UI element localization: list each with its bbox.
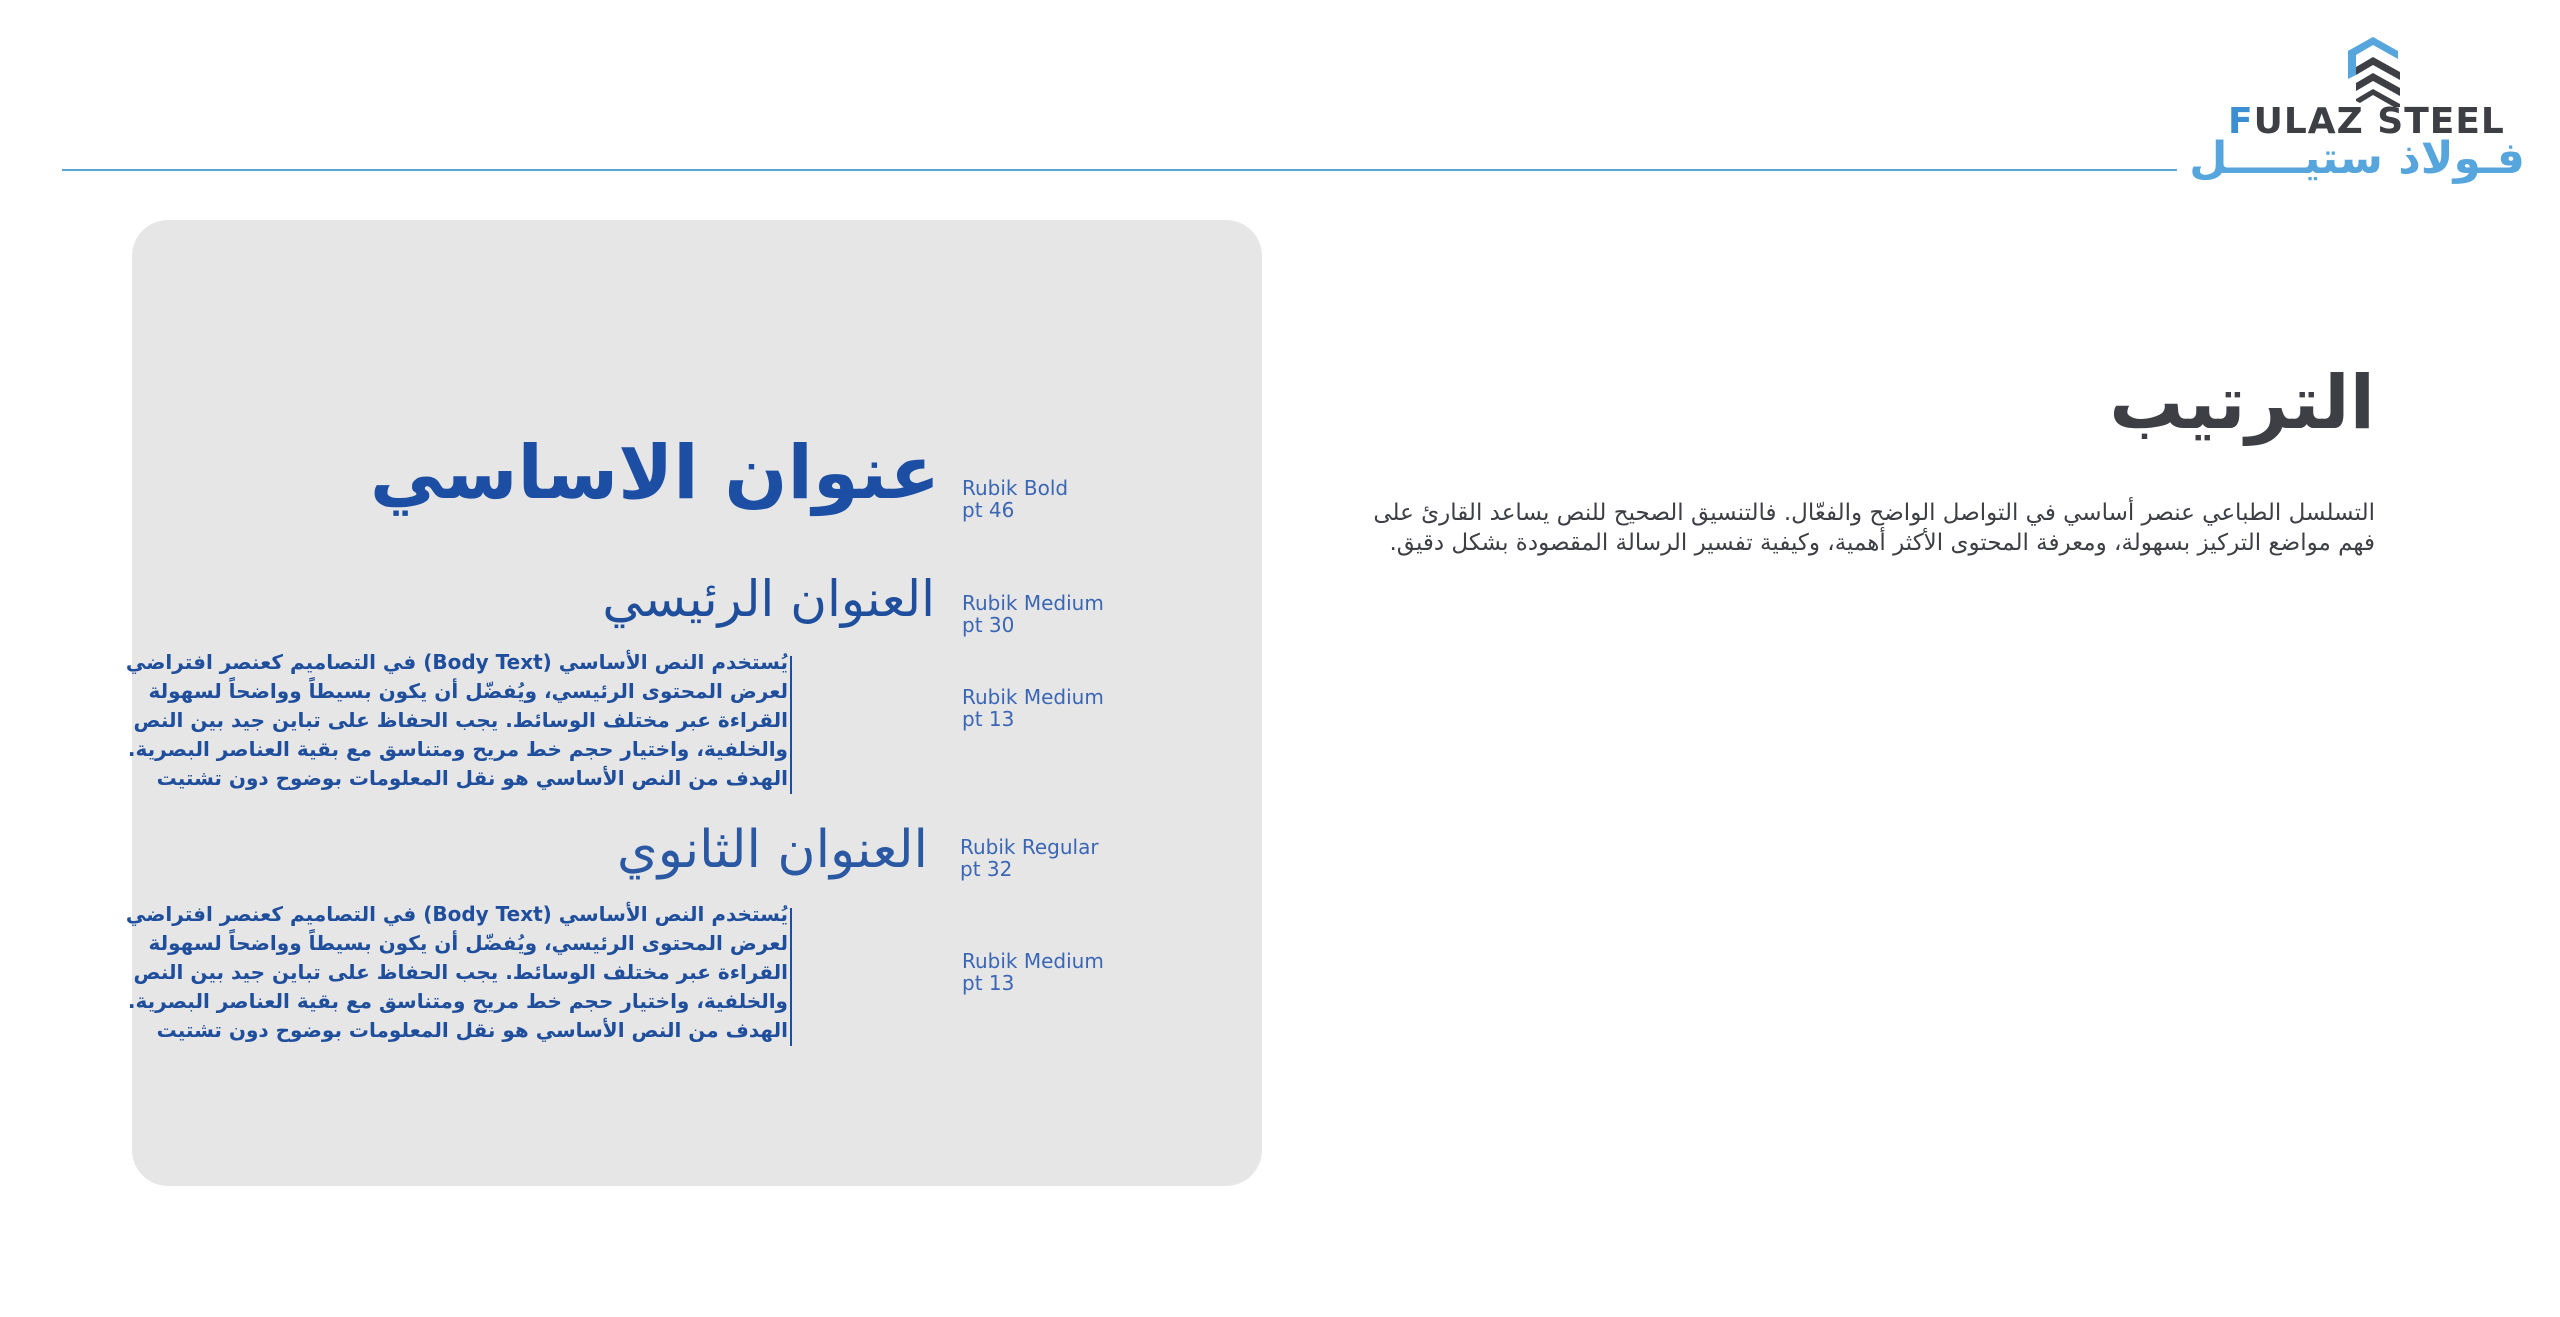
body-line: القراءة عبر مختلف الوسائط. يجب الحفاظ على تباين جيد بين النص <box>133 708 788 732</box>
font-spec-name: Rubik Bold <box>962 476 1069 500</box>
main-heading-sample: العنوان الرئيسي <box>602 570 935 628</box>
body-line: الهدف من النص الأساسي هو نقل المعلومات بوضوح دون تشتيت <box>156 766 788 790</box>
font-spec-secondary-heading <box>960 836 1099 880</box>
section-description: التسلسل الطباعي عنصر أساسي في التواصل الواضح والفعّال. فالتنسيق الصحيح للنص يساعد القارئ على فهم مواضع التركيز بسهولة، ومعرفة المحتوى الأكثر أهمية، وكيفية تفسير الرسالة المقصودة بشكل دقيق. <box>1373 500 2375 556</box>
font-spec-size: pt 13 <box>962 971 1015 995</box>
font-spec-name: Rubik Regular <box>960 835 1099 859</box>
font-spec-body-text <box>962 686 1104 730</box>
body-line: الهدف من النص الأساسي هو نقل المعلومات بوضوح دون تشتيت <box>156 1018 788 1042</box>
header-divider <box>62 169 2177 171</box>
body-text-sample <box>125 648 788 798</box>
typography-hierarchy-card <box>125 220 1262 1186</box>
primary-heading-sample: عنوان الاساسي <box>369 430 940 516</box>
font-spec-name: Rubik Medium <box>962 591 1104 615</box>
body-text-accent-bar <box>790 656 792 794</box>
font-spec-name: Rubik Medium <box>962 949 1104 973</box>
font-spec-size: pt 46 <box>962 498 1015 522</box>
brand-logo <box>2189 35 2540 185</box>
body-line: والخلفية، واختيار حجم خط مريح ومتناسق مع بقية العناصر البصرية. <box>127 989 788 1013</box>
font-spec-size: pt 32 <box>960 857 1013 881</box>
body-line: يُستخدم النص الأساسي (Body Text) في التصاميم كعنصر افتراضي <box>125 902 788 926</box>
secondary-heading-sample: العنوان الثانوي <box>617 820 928 880</box>
font-spec-size: pt 13 <box>962 707 1015 731</box>
body-line: لعرض المحتوى الرئيسي، ويُفضّل أن يكون بسيطاً وواضحاً لسهولة <box>148 679 788 703</box>
brand-name-english: FULAZ STEEL <box>2228 101 2505 142</box>
body-line: يُستخدم النص الأساسي (Body Text) في التصاميم كعنصر افتراضي <box>125 650 788 674</box>
body-line: القراءة عبر مختلف الوسائط. يجب الحفاظ على تباين جيد بين النص <box>133 960 788 984</box>
font-spec-primary-heading <box>962 477 1068 521</box>
font-spec-main-heading <box>962 592 1104 636</box>
font-spec-size: pt 30 <box>962 613 1015 637</box>
font-spec-name: Rubik Medium <box>962 685 1104 709</box>
body-text-accent-bar <box>790 908 792 1046</box>
body-text-sample <box>125 900 788 1050</box>
body-line: والخلفية، واختيار حجم خط مريح ومتناسق مع بقية العناصر البصرية. <box>127 737 788 761</box>
body-line: لعرض المحتوى الرئيسي، ويُفضّل أن يكون بسيطاً وواضحاً لسهولة <box>148 931 788 955</box>
brand-name-arabic: فـولاذ ستيـــــل <box>2189 133 2525 184</box>
section-title: الترتيب <box>2109 360 2375 446</box>
stacked-chevron-logo-icon <box>2338 35 2408 107</box>
font-spec-body-text-2 <box>962 950 1104 994</box>
